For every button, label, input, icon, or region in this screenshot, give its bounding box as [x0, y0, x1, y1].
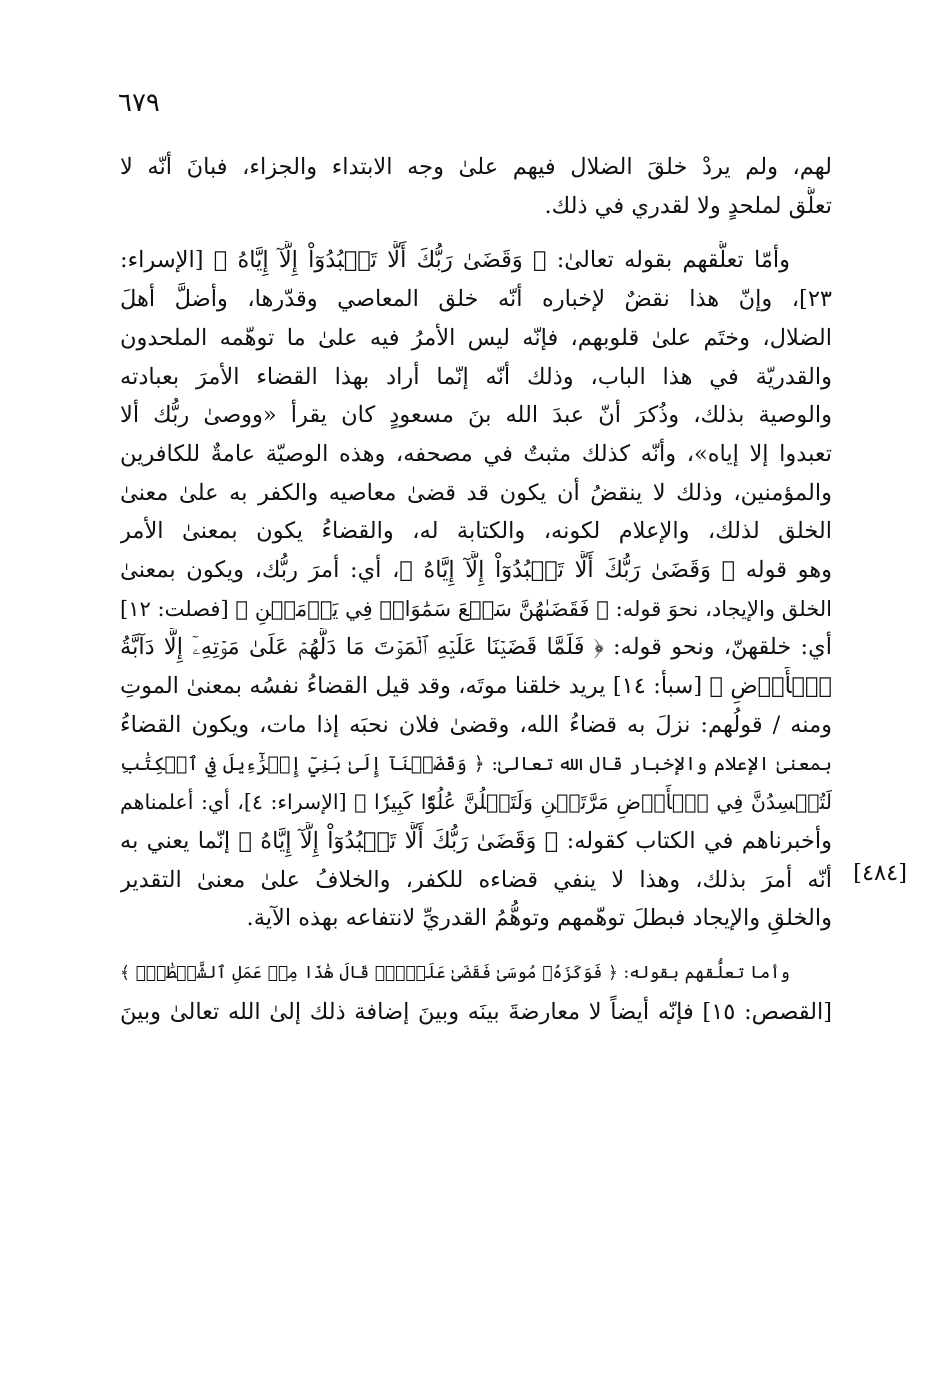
- text-line: ومنه / قولُهم: نزلَ به قضاءُ الله، وقضىٰ فلان نحبَه إذا مات، ويكون القضاءُ: [120, 711, 832, 738]
- text-line: أنّه أمرَ بذلك، وهذا لا ينفي قضاءه للكفر، والخلافُ علىٰ معنىٰ التقدير: [120, 866, 832, 893]
- text-line: والقدريّة في هذا الباب، وذلك أنّه إنّما أراد بهذا القضاء الأمرَ بعبادته: [120, 363, 832, 390]
- text-line: ٱلۡأَرۡضِ ﴾ [سبأ: ١٤] يريد خلقنا موتَه، وقد قيل القضاءُ نفسُه بمعنىٰ الموتِ: [120, 673, 832, 700]
- text-line: وأما تعلُّقهم بقوله: ﴿ فَوَكَزَهُۥ مُوسَىٰ فَقَضَىٰ عَلَيۡهِۖ قَالَ هَٰذَا مِنۡ عَمَلِ ٱلشَّيۡطَٰنِۖ ﴾: [120, 963, 790, 984]
- paragraph-1: [120, 148, 832, 225]
- text-line: بمعنىٰ الإعلام والإخبار قال الله تعالىٰ: ﴿ وَقَضَيۡنَآ إِلَىٰ بَنِيٓ إِسۡرَٰٓءِيلَ فِي ٱلۡكِتَٰبِ: [120, 752, 832, 775]
- margin-page-reference: [٤٨٤]: [853, 860, 907, 886]
- text-line: لَتُفۡسِدُنَّ فِي ٱلۡأَرۡضِ مَرَّتَيۡنِ وَلَتَعۡلُنَّ عُلُوّٗا كَبِيرٗا ﴾ [الإسراء: ٤]، أي: أعلمناهم: [120, 790, 832, 815]
- text-line: لهم، ولم يردْ خلقَ الضلال فيهم علىٰ وجه الابتداء والجزاء، فبانَ أنّه لا: [120, 154, 832, 180]
- text-line: تعبدوا إلا إياه»، وأنّه كذلك مثبتٌ في مصحفه، وهذه الوصيّة عامةٌ للكافرين: [120, 440, 832, 467]
- text-line: والمؤمنين، وذلك لا ينقضُ أن يكون قد قضىٰ معاصيه والكفر به علىٰ معنىٰ: [120, 479, 832, 506]
- text-line: الضلال، وختَم علىٰ قلوبهم، فإنّه ليس الأمرُ فيه علىٰ ما توهّمه الملحدون: [120, 324, 832, 351]
- paragraph-2: [120, 241, 832, 938]
- text-line: وهو قوله ﴿ وَقَضَىٰ رَبُّكَ أَلَّا تَعۡبُدُوٓاْ إِلَّآ إِيَّاهُ ﴾، أي: أمرَ ربُّك، ويكون بمعنىٰ: [120, 557, 832, 584]
- text-line: وأخبرناهم في الكتاب كقوله: ﴿ وَقَضَىٰ رَبُّكَ أَلَّا تَعۡبُدُوٓاْ إِلَّآ إِيَّاهُ ﴾ إنّما يعني به: [120, 827, 832, 854]
- text-line: والوصية بذلك، وذُكرَ أنّ عبدَ الله بنَ مسعودٍ كان يقرأ «ووصىٰ ربُّك ألا: [120, 402, 832, 429]
- page-body: [120, 148, 832, 1031]
- text-line: ٢٣]، وإنّ هذا نقضٌ لإخباره أنّه خلق المعاصي وقدّرها، وأضلَّ أهلَ: [120, 286, 832, 313]
- page-number: ٦٧٩: [118, 88, 160, 118]
- text-line: الخلق لذلك، والإعلام لكونه، والكتابة له، والقضاءُ يكون بمعنىٰ الأمر: [120, 518, 832, 545]
- text-line: وأمّا تعلُّقهم بقوله تعالىٰ: ﴿ وَقَضَىٰ رَبُّكَ أَلَّا تَعۡبُدُوٓاْ إِلَّآ إِيَّاهُ ﴾ [الإسراء:: [120, 247, 790, 274]
- text-line: تعلُّق لملحدٍ ولا لقدري في ذلك.: [544, 192, 832, 219]
- text-line: والخلقِ والإيجاد فبطلَ توهّمهم وتوهُّمُ القدريِّ لانتفاعه بهذه الآية.: [246, 905, 832, 932]
- text-line: [القصص: ١٥] فإنّه أيضاً لا معارضةَ بينَه وبينَ إضافة ذلك إلىٰ الله تعالىٰ وبينَ: [120, 998, 832, 1025]
- text-line: أي: خلقهنّ، ونحو قوله: ﴿ فَلَمَّا قَضَيۡنَا عَلَيۡهِ ٱلۡمَوۡتَ مَا دَلَّهُمۡ عَلَىٰ مَوۡتِهِۦٓ إِلَّا دَآبَّةُ: [120, 634, 832, 661]
- paragraph-3: [120, 954, 832, 1031]
- text-line: الخلق والإيجاد، نحوَ قوله: ﴿ فَقَضَىٰهُنَّ سَبۡعَ سَمَٰوَاتٖ فِي يَوۡمَيۡنِ ﴾ [فصلت: ١٢]: [120, 596, 832, 621]
